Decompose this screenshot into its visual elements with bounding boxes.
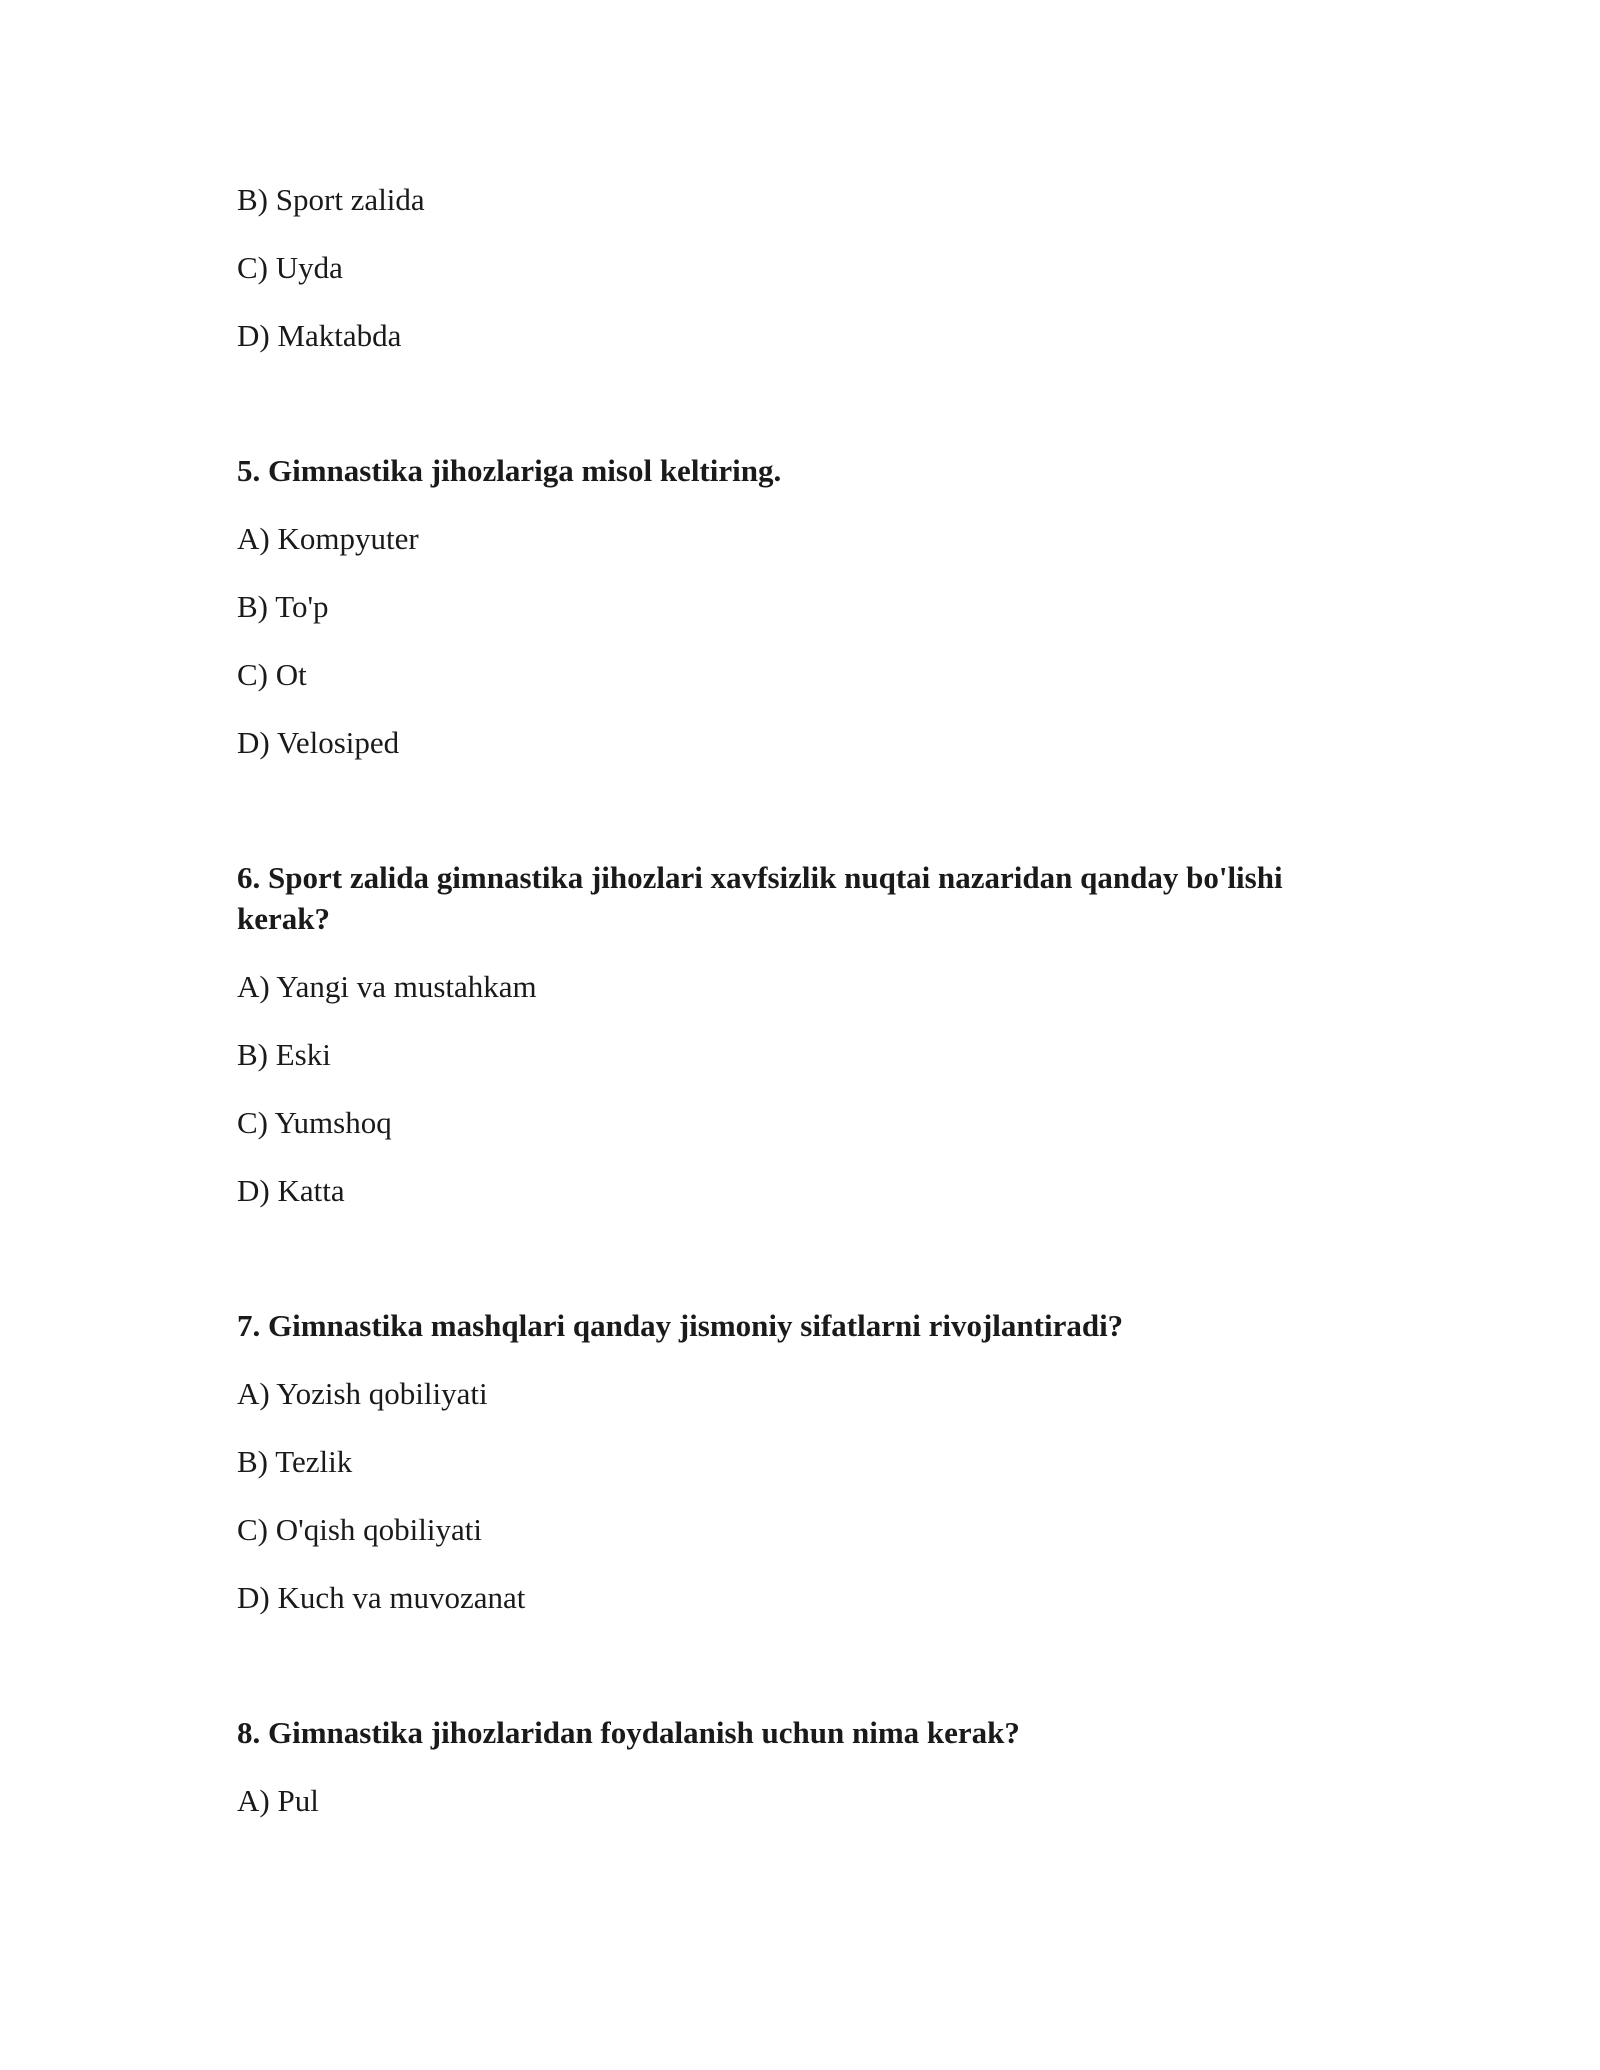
question-text: 5. Gimnastika jihozlariga misol keltiring. <box>237 453 782 488</box>
option-c: C) Ot <box>237 657 307 692</box>
question-block-8 <box>237 1712 1357 1821</box>
spacer <box>237 1646 1357 1712</box>
question-block-5 <box>237 450 1357 763</box>
question-text: 8. Gimnastika jihozlaridan foydalanish uchun nima kerak? <box>237 1715 1020 1750</box>
option-a: A) Kompyuter <box>237 521 419 556</box>
question-block-6 <box>237 857 1357 1211</box>
option-d: D) Maktabda <box>237 318 402 353</box>
option-b: B) To'p <box>237 589 329 624</box>
option-a: A) Yangi va mustahkam <box>237 969 537 1004</box>
spacer <box>237 791 1357 857</box>
question-text: 6. Sport zalida gimnastika jihozlari xavfsizlik nuqtai nazaridan qanday bo'lishi kerak? <box>237 860 1291 936</box>
question-text: 7. Gimnastika mashqlari qanday jismoniy sifatlarni rivojlantiradi? <box>237 1308 1124 1343</box>
option-b: B) Sport zalida <box>237 182 425 217</box>
spacer <box>237 1239 1357 1305</box>
option-c: C) Yumshoq <box>237 1105 392 1140</box>
option-a: A) Pul <box>237 1783 319 1818</box>
option-b: B) Tezlik <box>237 1444 353 1479</box>
option-c: C) Uyda <box>237 250 343 285</box>
option-d: D) Kuch va muvozanat <box>237 1580 526 1615</box>
spacer <box>237 384 1357 450</box>
question-block-7 <box>237 1305 1357 1618</box>
option-d: D) Katta <box>237 1173 345 1208</box>
option-a: A) Yozish qobiliyati <box>237 1376 488 1411</box>
option-d: D) Velosiped <box>237 725 400 760</box>
document-page <box>237 180 1357 1849</box>
option-c: C) O'qish qobiliyati <box>237 1512 482 1547</box>
option-b: B) Eski <box>237 1037 331 1072</box>
